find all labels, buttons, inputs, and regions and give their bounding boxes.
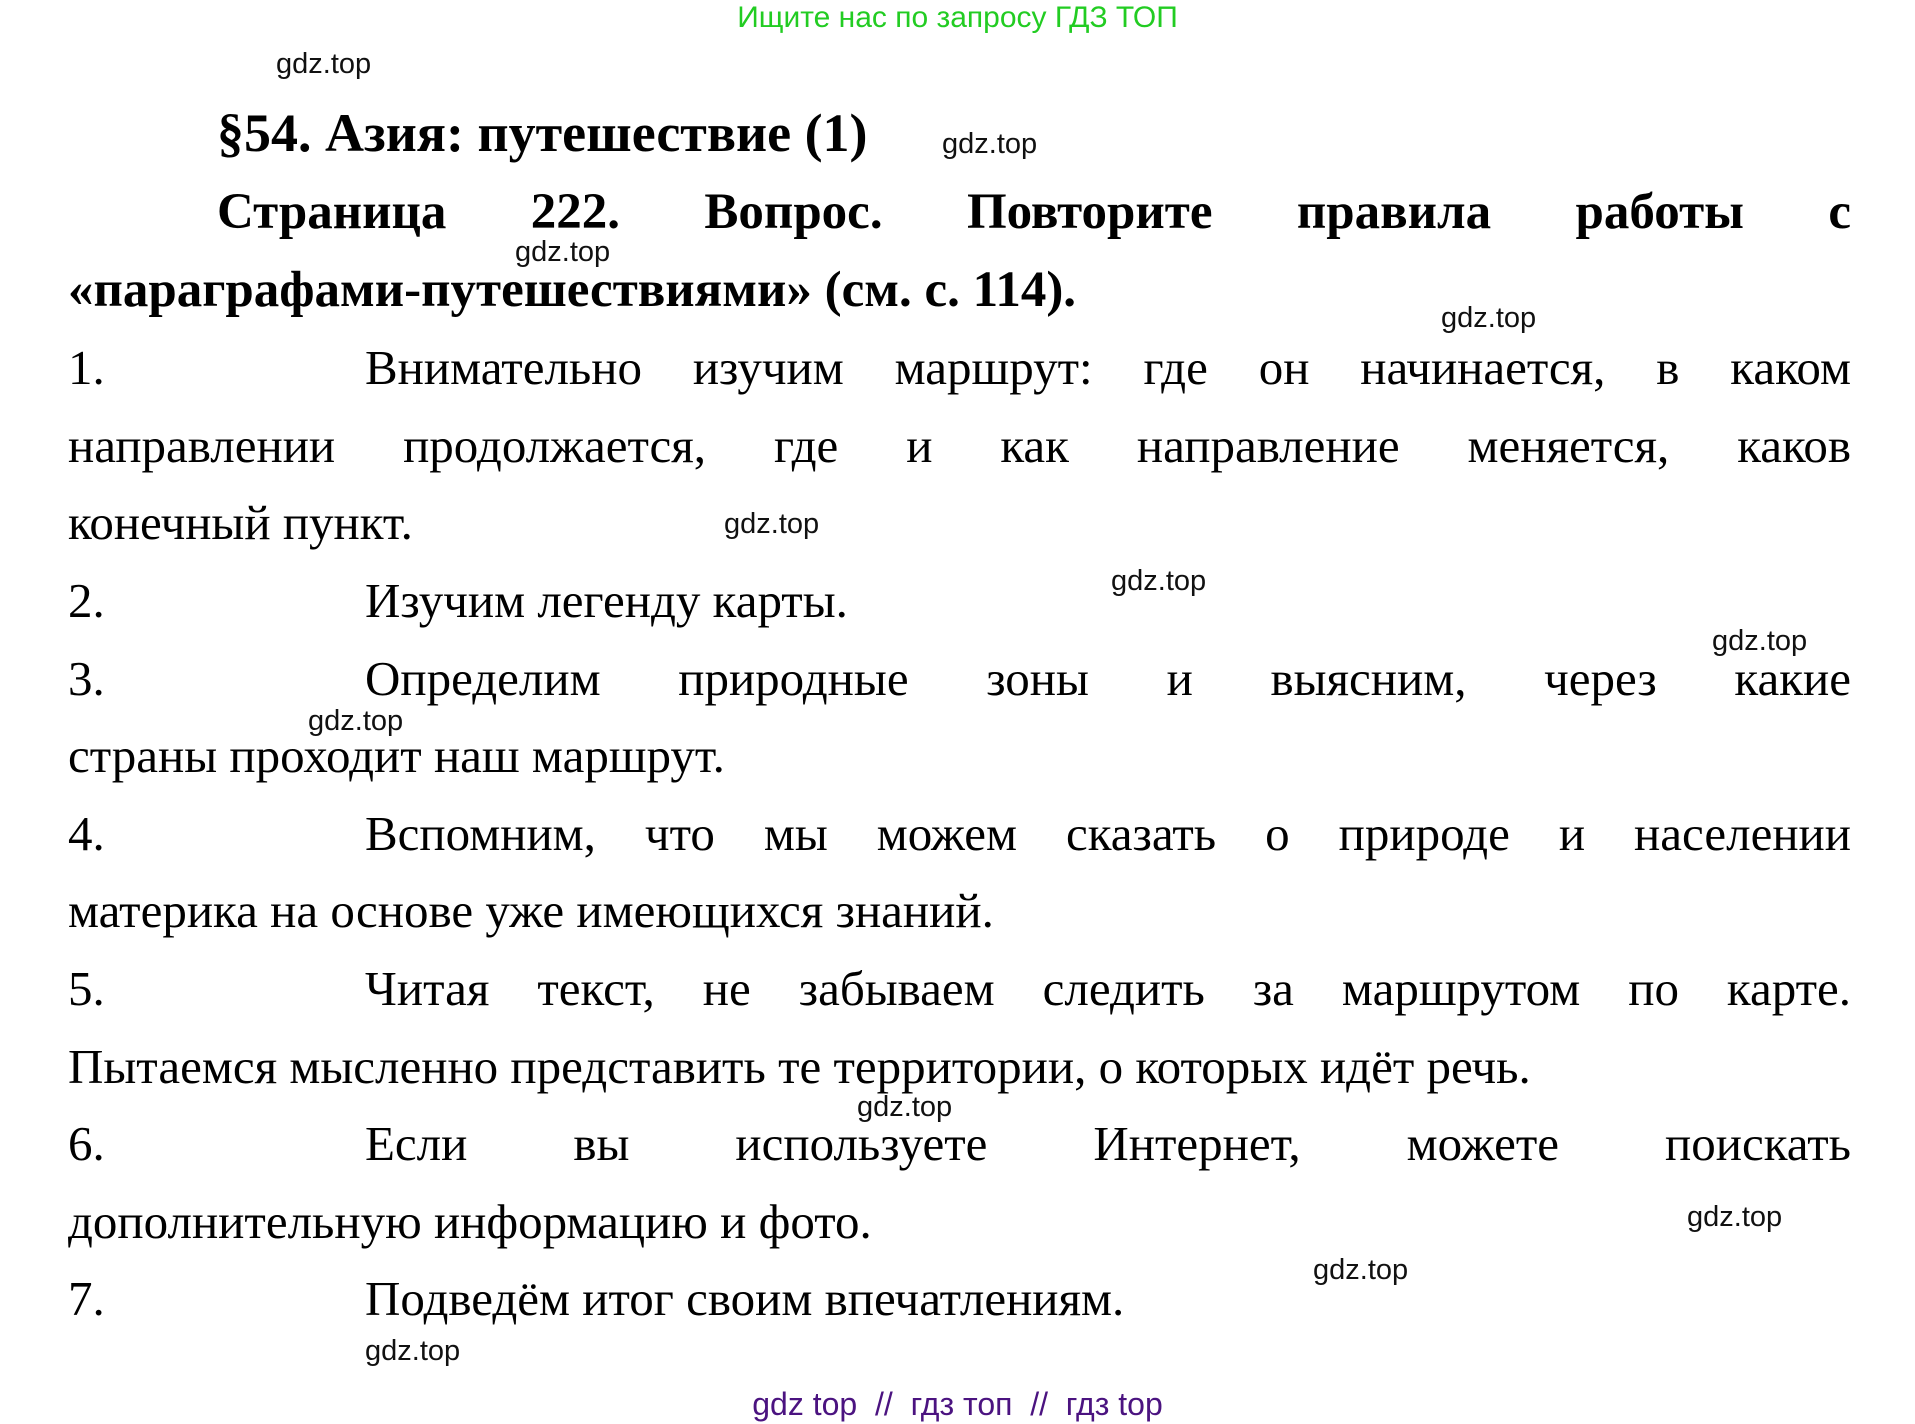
list-item-line [68, 484, 1851, 562]
list-item-text: Читая текст, не забываем следить за маршрутом по карте. [365, 960, 1851, 1016]
list-item-number: 4. [68, 805, 105, 861]
list-item-line [68, 562, 1851, 640]
list-item-number: 5. [68, 960, 105, 1016]
watermark-text: gdz.top [365, 1335, 461, 1367]
list-item-number: 1. [68, 340, 105, 396]
document-body [68, 174, 1851, 1338]
list-item-line [68, 1260, 1851, 1338]
watermark-text: gdz.top [276, 48, 372, 80]
watermark-text: gdz.top [724, 508, 820, 540]
footer-links: gdz top // гдз топ // гдз top [752, 1386, 1163, 1422]
list-item-text: материка на основе уже имеющихся знаний. [68, 883, 994, 939]
list-item-line [68, 872, 1851, 950]
list-item-text: Если вы используете Интернет, можете поискать [365, 1116, 1851, 1172]
list-item-text: Пытаемся мысленно представить те территории, о которых идёт речь. [68, 1038, 1531, 1094]
list-item-line [68, 950, 1851, 1028]
watermark-text: gdz.top [1111, 565, 1207, 597]
list-item-line [68, 1183, 1851, 1261]
list-item-text: Внимательно изучим маршрут: где он начинается, в каком [365, 340, 1851, 396]
list-item-line [68, 640, 1851, 718]
list-item-text: Подведём итог своим впечатлениям. [365, 1271, 1125, 1327]
list-item-line [68, 1028, 1851, 1106]
list-item-text: Вспомним, что мы можем сказать о природе и населении [365, 805, 1851, 861]
list-item-text: страны проходит наш маршрут. [68, 728, 725, 784]
answer-list [68, 329, 1851, 1338]
list-item-text: направлении продолжается, где и как направление меняется, каков [68, 417, 1851, 473]
section-title: §54. Азия: путешествие (1) [217, 103, 868, 163]
list-item-number: 7. [68, 1271, 105, 1327]
list-item-text: конечный пункт. [68, 495, 413, 551]
list-item-number: 3. [68, 650, 105, 706]
watermark-text: gdz.top [1712, 625, 1808, 657]
list-item-line [68, 795, 1851, 873]
watermark-text: gdz.top [942, 128, 1038, 160]
list-item-number: 6. [68, 1116, 105, 1172]
watermark-text: gdz.top [1441, 302, 1537, 334]
list-item-text: дополнительную информацию и фото. [68, 1193, 872, 1249]
list-item-text: Определим природные зоны и выясним, через какие [365, 650, 1851, 706]
watermark-text: gdz.top [308, 705, 404, 737]
watermark-text: gdz.top [857, 1091, 953, 1123]
watermark-text: gdz.top [1313, 1254, 1409, 1286]
watermark-text: gdz.top [515, 236, 611, 268]
question-line: Страница 222. Вопрос. Повторите правила работы с [217, 184, 1851, 240]
list-item-line [68, 1105, 1851, 1183]
list-item-text: Изучим легенду карты. [365, 572, 848, 628]
list-item-line [68, 329, 1851, 407]
question-line: «параграфами-путешествиями» (см. с. 114). [68, 261, 1077, 318]
list-item-line [68, 407, 1851, 485]
list-item-number: 2. [68, 572, 105, 628]
search-hint-banner: Ищите нас по запросу ГДЗ ТОП [737, 1, 1178, 34]
watermark-text: gdz.top [1687, 1201, 1783, 1233]
